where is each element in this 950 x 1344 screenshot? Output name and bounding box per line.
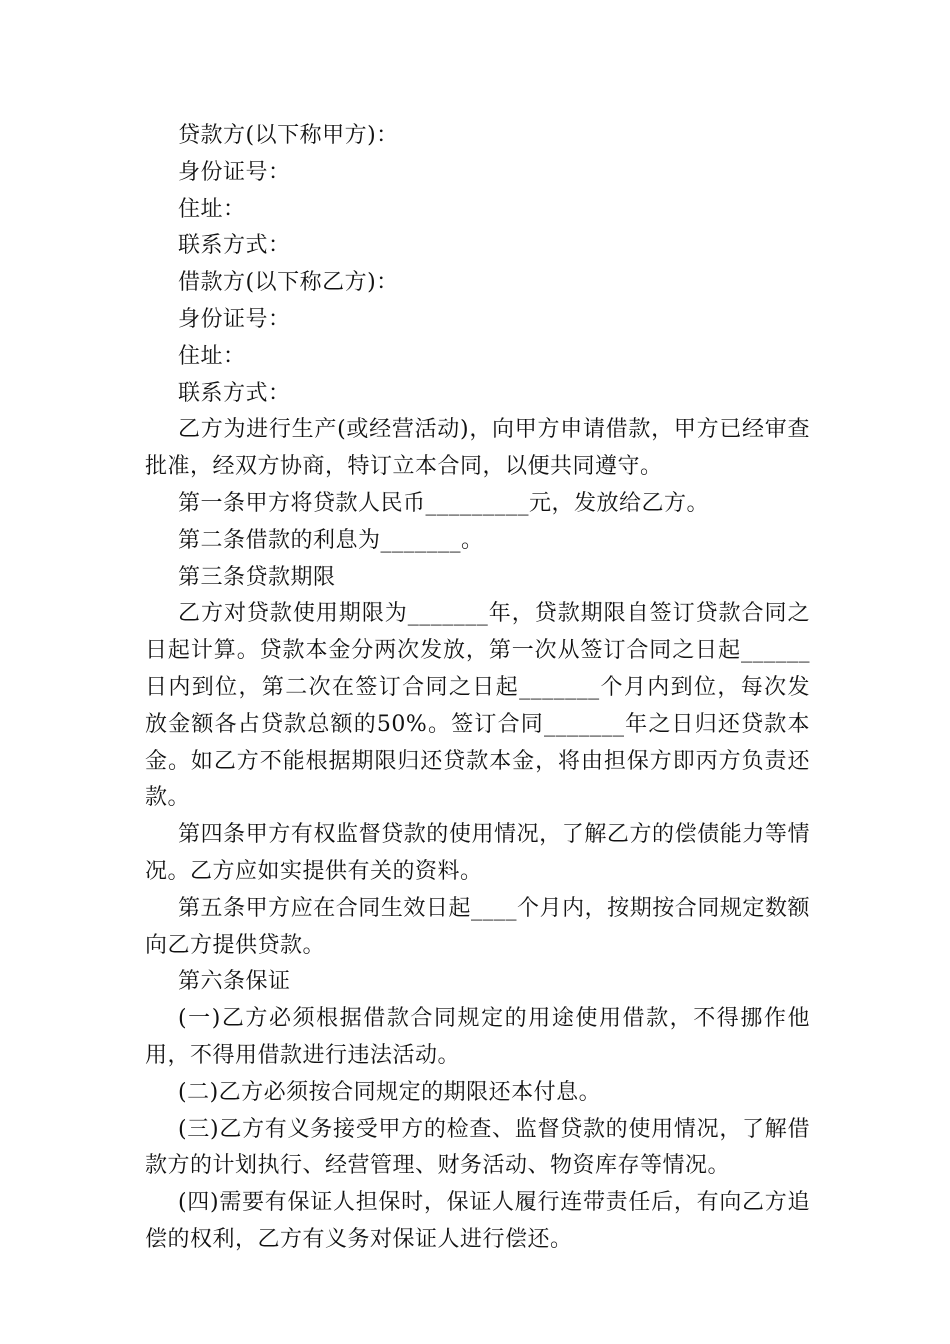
lender-contact-label: 联系方式： bbox=[178, 233, 291, 259]
article-4: 第四条甲方有权监督贷款的使用情况，了解乙方的偿债能力等情况。乙方应如实提供有关的资料。 bbox=[145, 822, 810, 884]
article-6-clause-4: (四)需要有保证人担保时，保证人履行连带责任后，有向乙方追偿的权利，乙方有义务对保证人进行偿还。 bbox=[145, 1190, 810, 1252]
article-6-heading: 第六条保证 bbox=[178, 969, 291, 995]
borrower-address-label: 住址： bbox=[178, 343, 246, 369]
article-6-clause-3: (三)乙方有义务接受甲方的检查、监督贷款的使用情况，了解借款方的计划执行、经营管理、财务活动、物资库存等情况。 bbox=[145, 1116, 810, 1179]
article-6-clause-2: (二)乙方必须按合同规定的期限还本付息。 bbox=[178, 1079, 602, 1105]
article-3-heading: 第三条贷款期限 bbox=[178, 564, 336, 590]
article-2: 第二条借款的利息为_______。 bbox=[178, 527, 484, 553]
borrower-id-number-label: 身份证号： bbox=[178, 306, 291, 332]
article-6-clause-1: (一)乙方必须根据借款合同规定的用途使用借款，不得挪作他用，不得用借款进行违法活动。 bbox=[145, 1006, 810, 1068]
lender-address-label: 住址： bbox=[178, 196, 246, 222]
article-3-body: 乙方对贷款使用期限为_______年，贷款期限自签订贷款合同之日起计算。贷款本金分两次发放，第一次从签订合同之日起______日内到位，第二次在签订合同之日起_______个月内到位，每次发放金额各占贷款总额的50%。签订合同_______年之日归还贷款本金。如乙方不能根据期限归还贷款本金，将由担保方即丙方负责还款。 bbox=[145, 601, 810, 811]
lender-id-number-label: 身份证号： bbox=[178, 159, 291, 185]
preamble-paragraph: 乙方为进行生产(或经营活动)，向甲方申请借款，甲方已经审查批准，经双方协商，特订立本合同，以便共同遵守。 bbox=[145, 417, 810, 480]
borrower-label: 借款方(以下称乙方)： bbox=[178, 270, 399, 296]
borrower-contact-label: 联系方式： bbox=[178, 380, 291, 406]
lender-label: 贷款方(以下称甲方)： bbox=[178, 123, 399, 148]
document-body bbox=[145, 118, 810, 1259]
article-5: 第五条甲方应在合同生效日起____个月内，按期按合同规定数额向乙方提供贷款。 bbox=[145, 895, 810, 958]
article-1: 第一条甲方将贷款人民币_________元，发放给乙方。 bbox=[178, 490, 710, 516]
